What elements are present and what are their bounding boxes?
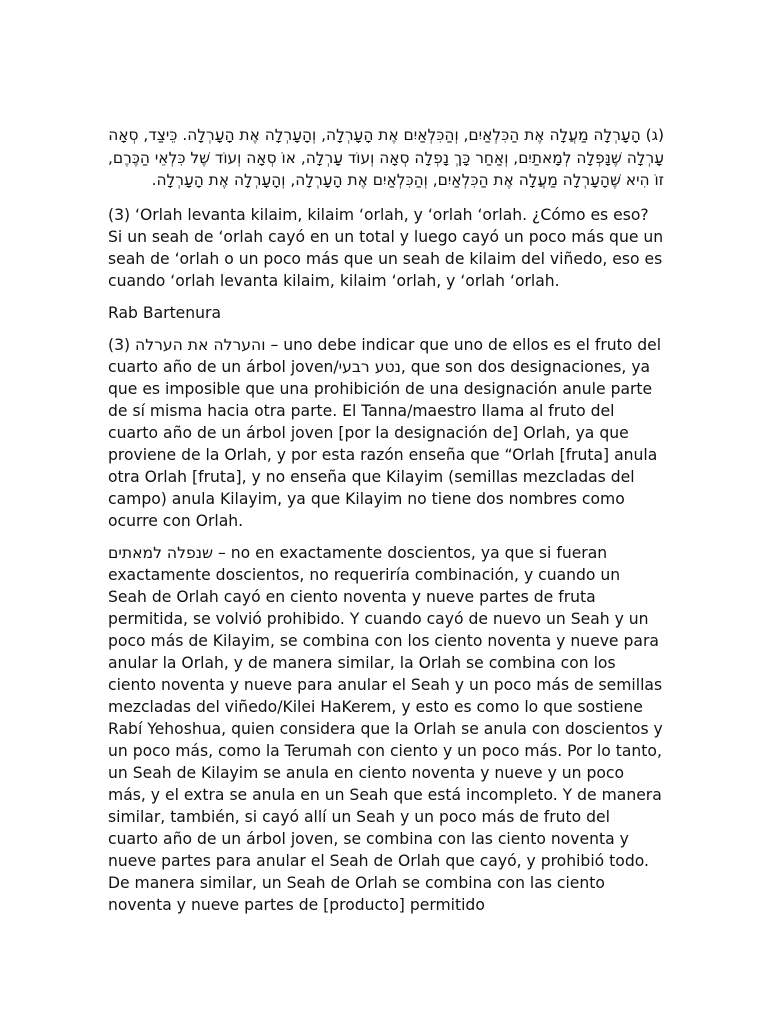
spanish-translation-paragraph: (3) ‘Orlah levanta kilaim, kilaim ‘orlah, y ‘orlah ‘orlah. ¿Cómo es eso? Si un seah de ‘orlah cayó en un total y luego cayó un poco más que un seah de ‘orlah o un poco más que un seah de kilaim del viñedo, eso es cuando ‘orlah levanta kilaim, kilaim ‘orlah, y ‘orlah ‘orlah. [108, 205, 664, 290]
commentary-paragraph-1: (3) והערלה את הערלה – uno debe indicar que uno de ellos es el fruto del cuarto año de un árbol joven/נטע רבעי, que son dos designaciones, ya que es imposible que una prohibición de una designación anule parte de sí misma hacia otra parte. El Tanna/maestro llama al fruto del cuarto año de un árbol joven [por la designación de] Orlah, ya que proviene de la Orlah, y por esta razón enseña que “Orlah [fruta] anula otra Orlah [fruta], y no enseña que Kilayim (semillas mezcladas del campo) anula Kilayim, ya que Kilayim no tiene dos nombres como ocurre con Orlah. [108, 335, 662, 530]
commentary-heading: Rab Bartenura [108, 303, 222, 322]
commentary-paragraph-2: שנפלה למאתים – no en exactamente doscientos, ya que si fueran exactamente doscientos, no requeriría combinación, y cuando un Seah de Orlah cayó en ciento noventa y nueve partes de fruta permitida, se volvió prohibido. Y cuando cayó de nuevo un Seah y un poco más de Kilayim, se combina con los ciento noventa y nueve para anular la Orlah, y de manera similar, la Orlah se combina con los ciento noventa y nueve para anular el Seah y un poco más de semillas mezcladas del viñedo/Kilei HaKerem, y esto es como lo que sostiene Rabí Yehoshua, quien considera que la Orlah se anula con doscientos y un poco más, como la Terumah con ciento y un poco más. Por lo tanto, un Seah de Kilayim se anula en ciento noventa y nueve y un poco más, y el extra se anula en un Seah que está incompleto. Y de manera similar, también, si cayó allí un Seah y un poco más de fruto del cuarto año de un árbol joven, se combina con las ciento noventa y nueve partes para anular el Seah de Orlah que cayó, y prohibió todo. De manera similar, un Seah de Orlah se combina con las ciento noventa y nueve partes de [producto] permitido [108, 543, 663, 914]
document-page [108, 124, 664, 916]
hebrew-mishnah-paragraph: (ג) הָעָרְלָה מַעֲלָה אֶת הַכִּלְאַיִם, וְהַכִּלְאַיִם אֶת הָעָרְלָה, וְהָעָרְלָה אֶת הָעָרְלָה. כֵּיצַד, סְאָה עָרְלָה שֶׁנָּפְלָה לְמָאתַיִם, וְאַחַר כָּךְ נָפְלָה סְאָה וְעוֹד עָרְלָה, אוֹ סְאָה וְעוֹד שֶׁל כִּלְאֵי הַכֶּרֶם, זוֹ הִיא שֶׁהָעָרְלָה מַעֲלָה אֶת הַכִּלְאַיִם, וְהַכִּלְאַיִם אֶת הָעָרְלָה, וְהָעָרְלָה אֶת הָעָרְלָה. [107, 126, 664, 189]
